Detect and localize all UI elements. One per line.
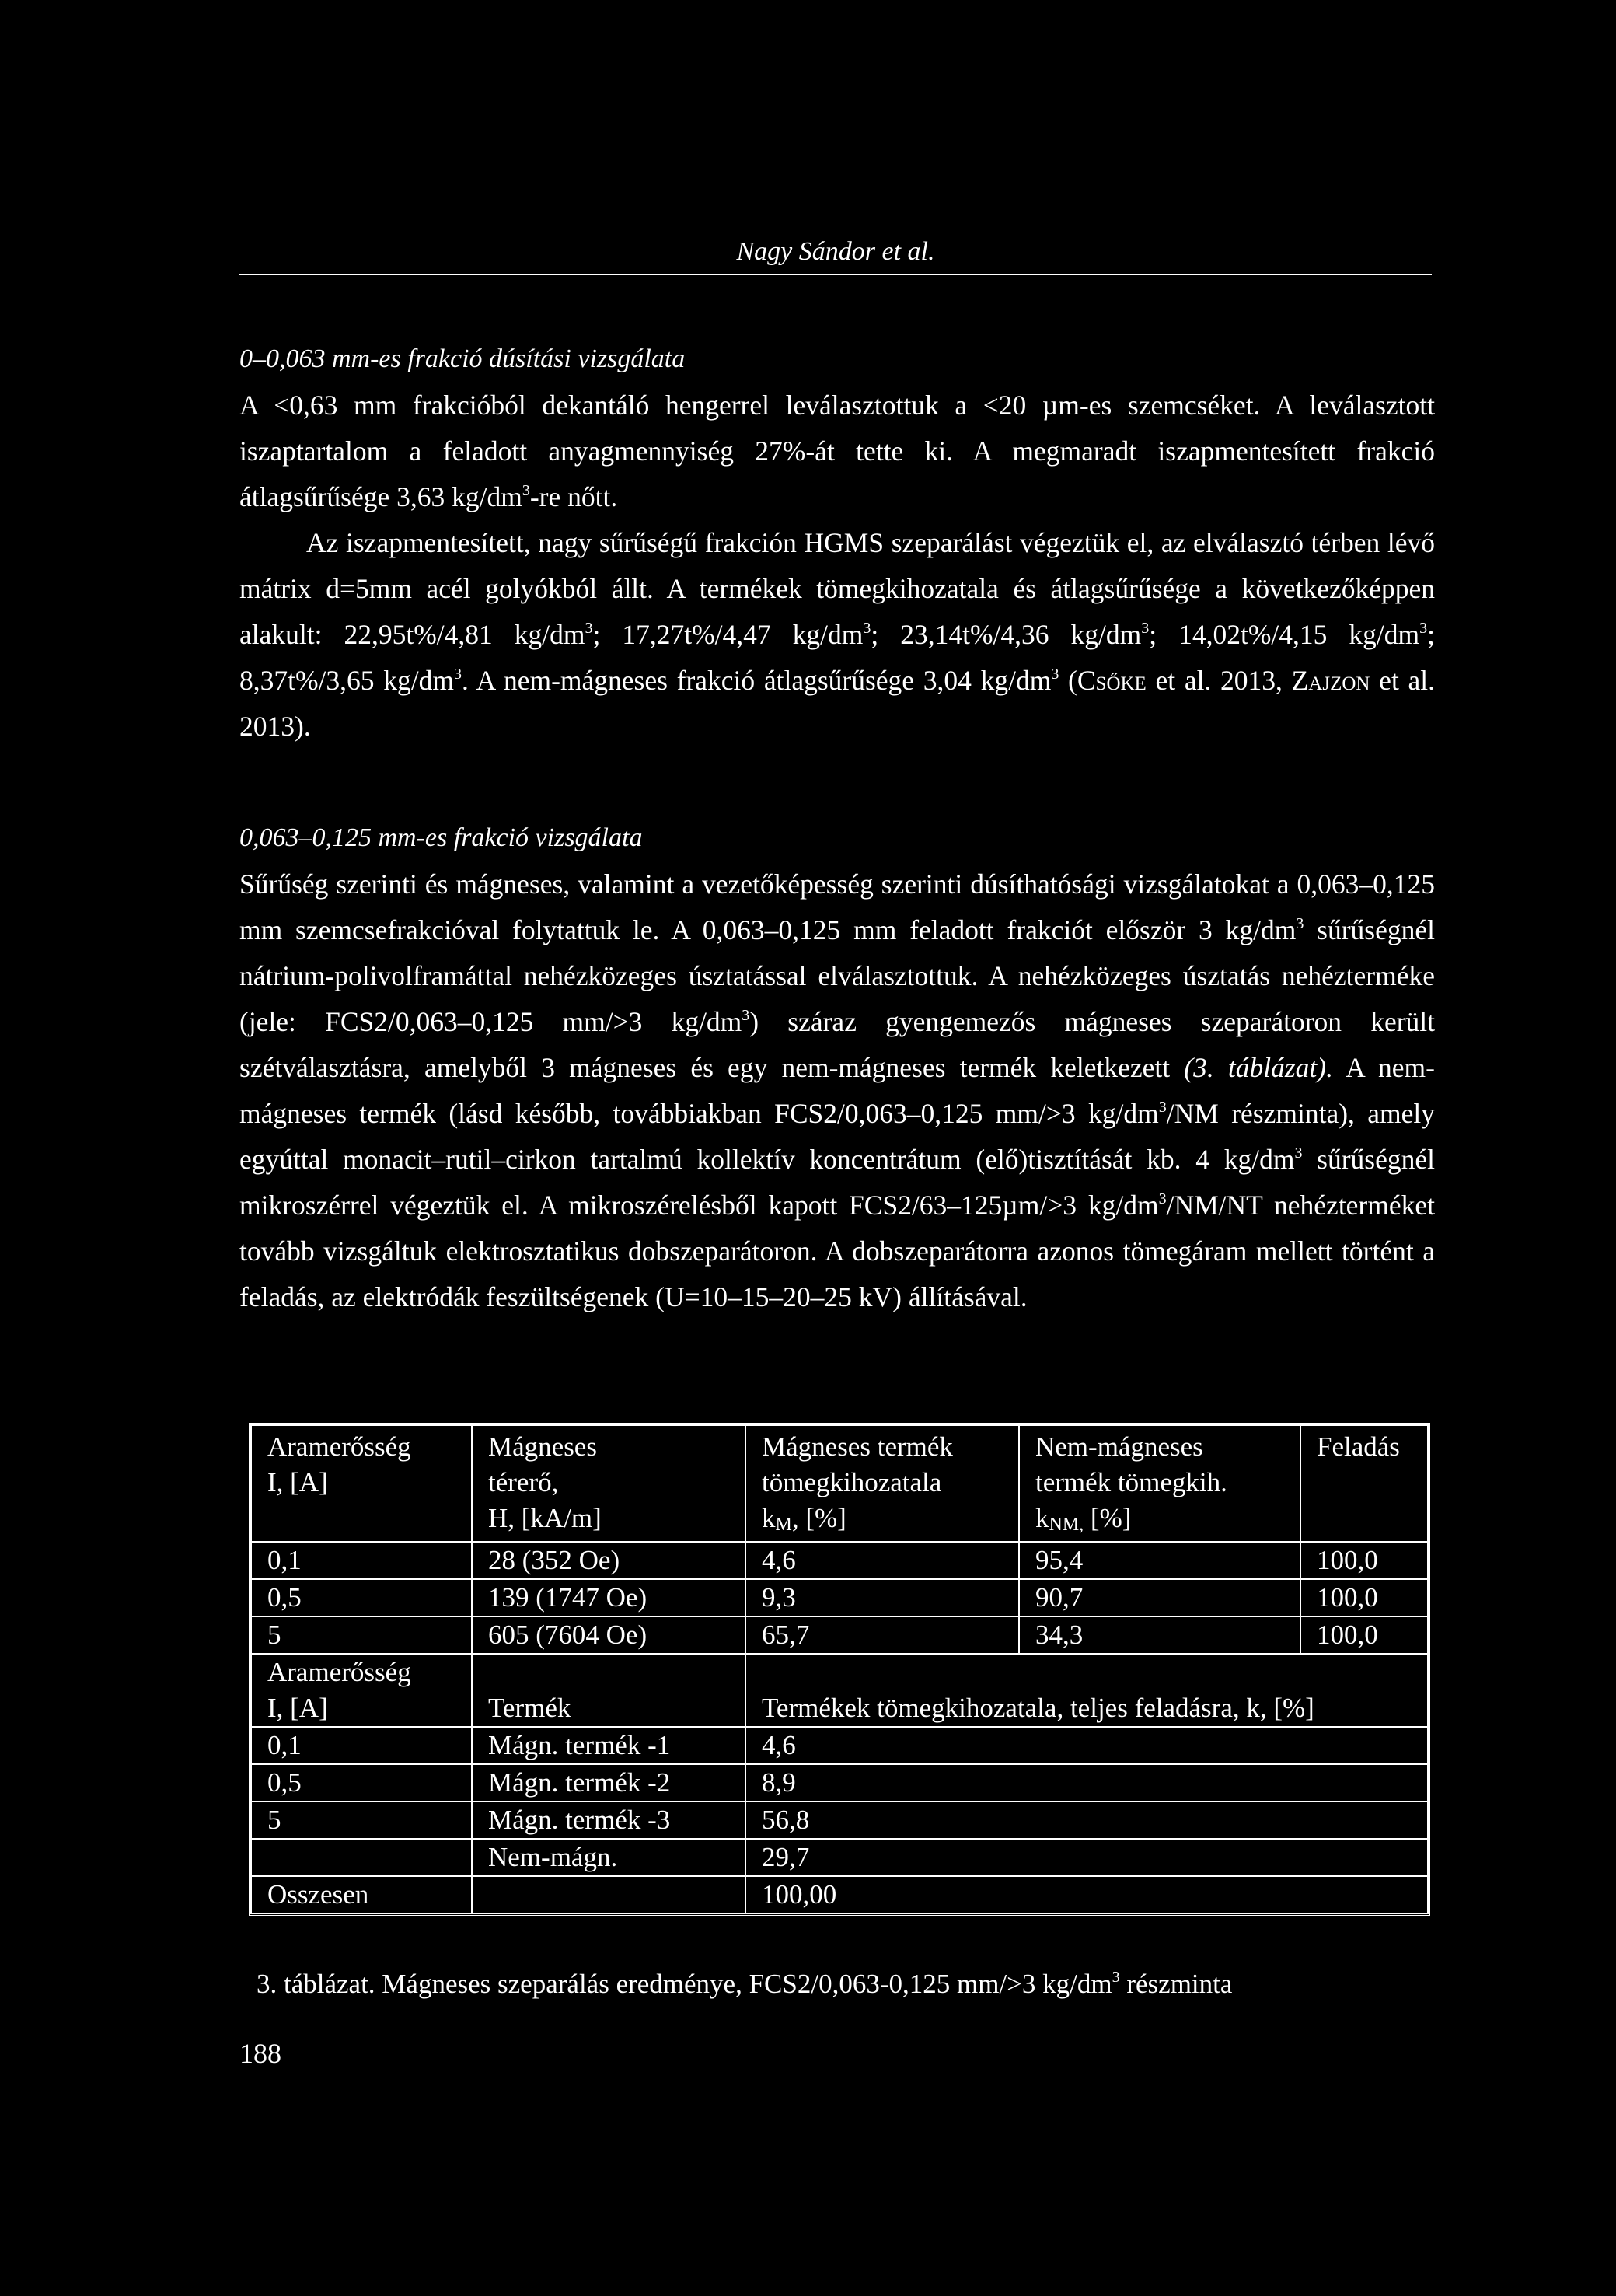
text-run: ; 14,02t%/4,15 kg/dm	[1149, 619, 1420, 650]
table-cell: 0,5	[251, 1764, 472, 1802]
running-header	[239, 236, 1432, 275]
table-row	[251, 1616, 1428, 1654]
table-cell: Mágn. termék -3	[472, 1802, 745, 1839]
table-cell: 100,0	[1300, 1579, 1428, 1616]
table-cell: 34,3	[1019, 1616, 1300, 1654]
section-heading: 0,063–0,125 mm-es frakció vizsgálata	[239, 823, 643, 852]
header-line: Nem-mágneses	[1035, 1431, 1203, 1462]
paragraph	[239, 861, 1435, 1320]
superscript: 3	[1296, 915, 1304, 932]
table-row	[251, 1802, 1428, 1839]
paragraph	[239, 383, 1435, 520]
table-cell: 8,9	[745, 1764, 1428, 1802]
text-run: ) száraz gyengemezős mágneses szeparátoron került szétválasztásra, amelyből 3 mágneses és egy nem-mágneses termék keletkezett	[239, 1006, 1435, 1083]
table-cell	[251, 1839, 472, 1876]
subscript: NM,	[1049, 1515, 1084, 1535]
superscript: 3	[1294, 1145, 1303, 1162]
header-line: k	[1035, 1503, 1049, 1533]
table-row	[251, 1764, 1428, 1802]
table-cell: 100,0	[1300, 1616, 1428, 1654]
table-cell: 4,6	[745, 1542, 1019, 1579]
header-line: termék tömegkih.	[1035, 1467, 1227, 1497]
header-line: Aramerősség	[267, 1657, 411, 1687]
table-cell: 100,0	[1300, 1542, 1428, 1579]
text-run: et al. 2013,	[1146, 665, 1292, 696]
header-line: k	[762, 1503, 776, 1533]
text-run: ; 23,14t%/4,36 kg/dm	[871, 619, 1142, 650]
superscript: 3	[863, 620, 871, 637]
text-run: Sűrűség szerinti és mágneses, valamint a vezetőképesség szerinti dúsíthatósági vizsgálatokat a 0,063–0,125 mm szemcsefrakcióval folytattuk le. A 0,063–0,125 mm feladott frakciót először 3 kg/dm	[239, 868, 1435, 945]
paragraph	[239, 520, 1435, 750]
table-cell: 90,7	[1019, 1579, 1300, 1616]
table-cell: Mágn. termék -2	[472, 1764, 745, 1802]
table-row	[251, 1579, 1428, 1616]
table-subheader-row	[251, 1654, 1428, 1727]
header-cell	[251, 1425, 472, 1542]
table-cell: 65,7	[745, 1616, 1019, 1654]
author-name: Csőke	[1077, 665, 1147, 696]
superscript: 3	[1141, 620, 1150, 637]
section-fine-fraction	[239, 337, 1435, 750]
header-cell	[745, 1425, 1019, 1542]
text-run: sűrűségnél mikroszérrel végeztük el. A mikroszérelésből kapott FCS2/63–125µm/>3 kg/dm	[239, 1144, 1435, 1221]
header-cell	[1300, 1425, 1428, 1542]
superscript: 3	[1419, 620, 1428, 637]
text-run: /NM részminta), amely egyúttal monacit–rutil–cirkon tartalmú kollektív koncentrátum (elő)tisztítását kb. 4 kg/dm	[239, 1098, 1436, 1175]
text-run: sűrűségnél nátrium-polivolframáttal nehézközeges úsztatással elválasztottuk. A nehézközeges úsztatás nehézterméke (jele: FCS2/0,063–0,125 mm/>3 kg/dm	[239, 914, 1435, 1037]
header-line: H, [kA/m]	[488, 1503, 602, 1533]
header-line: Feladás	[1317, 1431, 1400, 1462]
table-row	[251, 1542, 1428, 1579]
header-line: Aramerősség	[267, 1431, 411, 1462]
section-heading: 0–0,063 mm-es frakció dúsítási vizsgálata	[239, 344, 686, 373]
table-header-row	[251, 1425, 1428, 1542]
table-cell: 0,1	[251, 1727, 472, 1764]
superscript: 3	[1158, 1099, 1167, 1116]
header-line: I, [A]	[267, 1693, 328, 1723]
superscript: 3	[585, 620, 593, 637]
table-cell: 139 (1747 Oe)	[472, 1579, 745, 1616]
table-reference: (3. táblázat).	[1184, 1052, 1333, 1083]
table-cell: 0,1	[251, 1542, 472, 1579]
text-run: Az iszapmentesített, nagy sűrűségű frakción HGMS szeparálást végeztük el, az elválasztó térben lévő mátrix d=5mm acél golyókból állt. A termékek tömegkihozatala és átlagsűrűsége a következőképpen alakult: 22,95t%/4,81 kg/dm	[239, 527, 1435, 650]
header-line: térerő,	[488, 1467, 559, 1497]
page-number: 188	[239, 2038, 281, 2069]
table-row	[251, 1727, 1428, 1764]
header-line: tömegkihozatala	[762, 1467, 942, 1497]
superscript: 3	[742, 1007, 750, 1024]
running-title: Nagy Sándor et al.	[736, 237, 935, 266]
header-line: Mágneses	[488, 1431, 597, 1462]
text-run: et al. 2013).	[239, 665, 1436, 742]
text-run: ; 17,27t%/4,47 kg/dm	[592, 619, 864, 650]
header-line: I, [A]	[267, 1467, 328, 1497]
table-cell: 9,3	[745, 1579, 1019, 1616]
superscript: 3	[1051, 666, 1059, 683]
table-cell: Nem-mágn.	[472, 1839, 745, 1876]
table-caption	[257, 1969, 1232, 2000]
superscript: 3	[522, 482, 530, 499]
table-cell: 56,8	[745, 1802, 1428, 1839]
superscript: 3	[453, 666, 462, 683]
table-cell: 29,7	[745, 1839, 1428, 1876]
section-0063-0125-fraction	[239, 816, 1435, 1320]
header-cell: Termék	[472, 1654, 745, 1727]
text-run: -re nőtt.	[529, 481, 618, 512]
header-line: [%]	[1084, 1503, 1132, 1533]
table-cell: 4,6	[745, 1727, 1428, 1764]
table-cell: 28 (352 Oe)	[472, 1542, 745, 1579]
table-cell: Osszesen	[251, 1876, 472, 1913]
table-cell: Mágn. termék -1	[472, 1727, 745, 1764]
superscript: 3	[1158, 1190, 1167, 1207]
header-cell: Termékek tömegkihozatala, teljes feladásra, k, [%]	[745, 1654, 1428, 1727]
subscript: M	[775, 1515, 792, 1535]
text-run: . A nem-mágneses frakció átlagsűrűsége 3,04 kg/dm	[461, 665, 1052, 696]
text-run: (	[1059, 665, 1077, 696]
caption-text: 3. táblázat. Mágneses szeparálás eredménye, FCS2/0,063-0,125 mm/>3 kg/dm	[257, 1969, 1112, 1999]
table-cell: 5	[251, 1616, 472, 1654]
table-cell: 5	[251, 1802, 472, 1839]
table-cell: 605 (7604 Oe)	[472, 1616, 745, 1654]
caption-text: részminta	[1119, 1969, 1233, 1999]
text-run: A <0,63 mm frakcióból dekantáló hengerrel leválasztottuk a <20 µm-es szemcséket. A leválasztott iszaptartalom a feladott anyagmennyiség 27%-át tette ki. A megmaradt iszapmentesített frakció átlagsűrűsége 3,63 kg/dm	[239, 390, 1435, 512]
magnetic-separation-table	[249, 1423, 1430, 1916]
header-cell	[1019, 1425, 1300, 1542]
table-cell	[472, 1876, 745, 1913]
table-cell: 0,5	[251, 1579, 472, 1616]
text-run: A nem-mágneses termék (lásd később, továbbiakban FCS2/0,063–0,125 mm/>3 kg/dm	[239, 1052, 1435, 1129]
results-table-wrapper	[249, 1423, 1430, 1916]
text-run: /NM/NT nehézterméket tovább vizsgáltuk elektrosztatikus dobszeparátoron. A dobszeparátorra azonos tömegáram mellett történt a feladás, az elektródák feszültségenek (U=10–15–20–25 kV) állításával.	[239, 1190, 1435, 1312]
author-name: Zajzon	[1291, 665, 1370, 696]
table-cell: 100,00	[745, 1876, 1428, 1913]
text-run: ; 8,37t%/3,65 kg/dm	[239, 619, 1436, 696]
header-line: , [%]	[791, 1503, 846, 1533]
table-cell: 95,4	[1019, 1542, 1300, 1579]
superscript: 3	[1112, 1969, 1120, 1986]
header-cell	[251, 1654, 472, 1727]
table-row	[251, 1839, 1428, 1876]
header-line: Mágneses termék	[762, 1431, 953, 1462]
header-cell	[472, 1425, 745, 1542]
table-row	[251, 1876, 1428, 1913]
